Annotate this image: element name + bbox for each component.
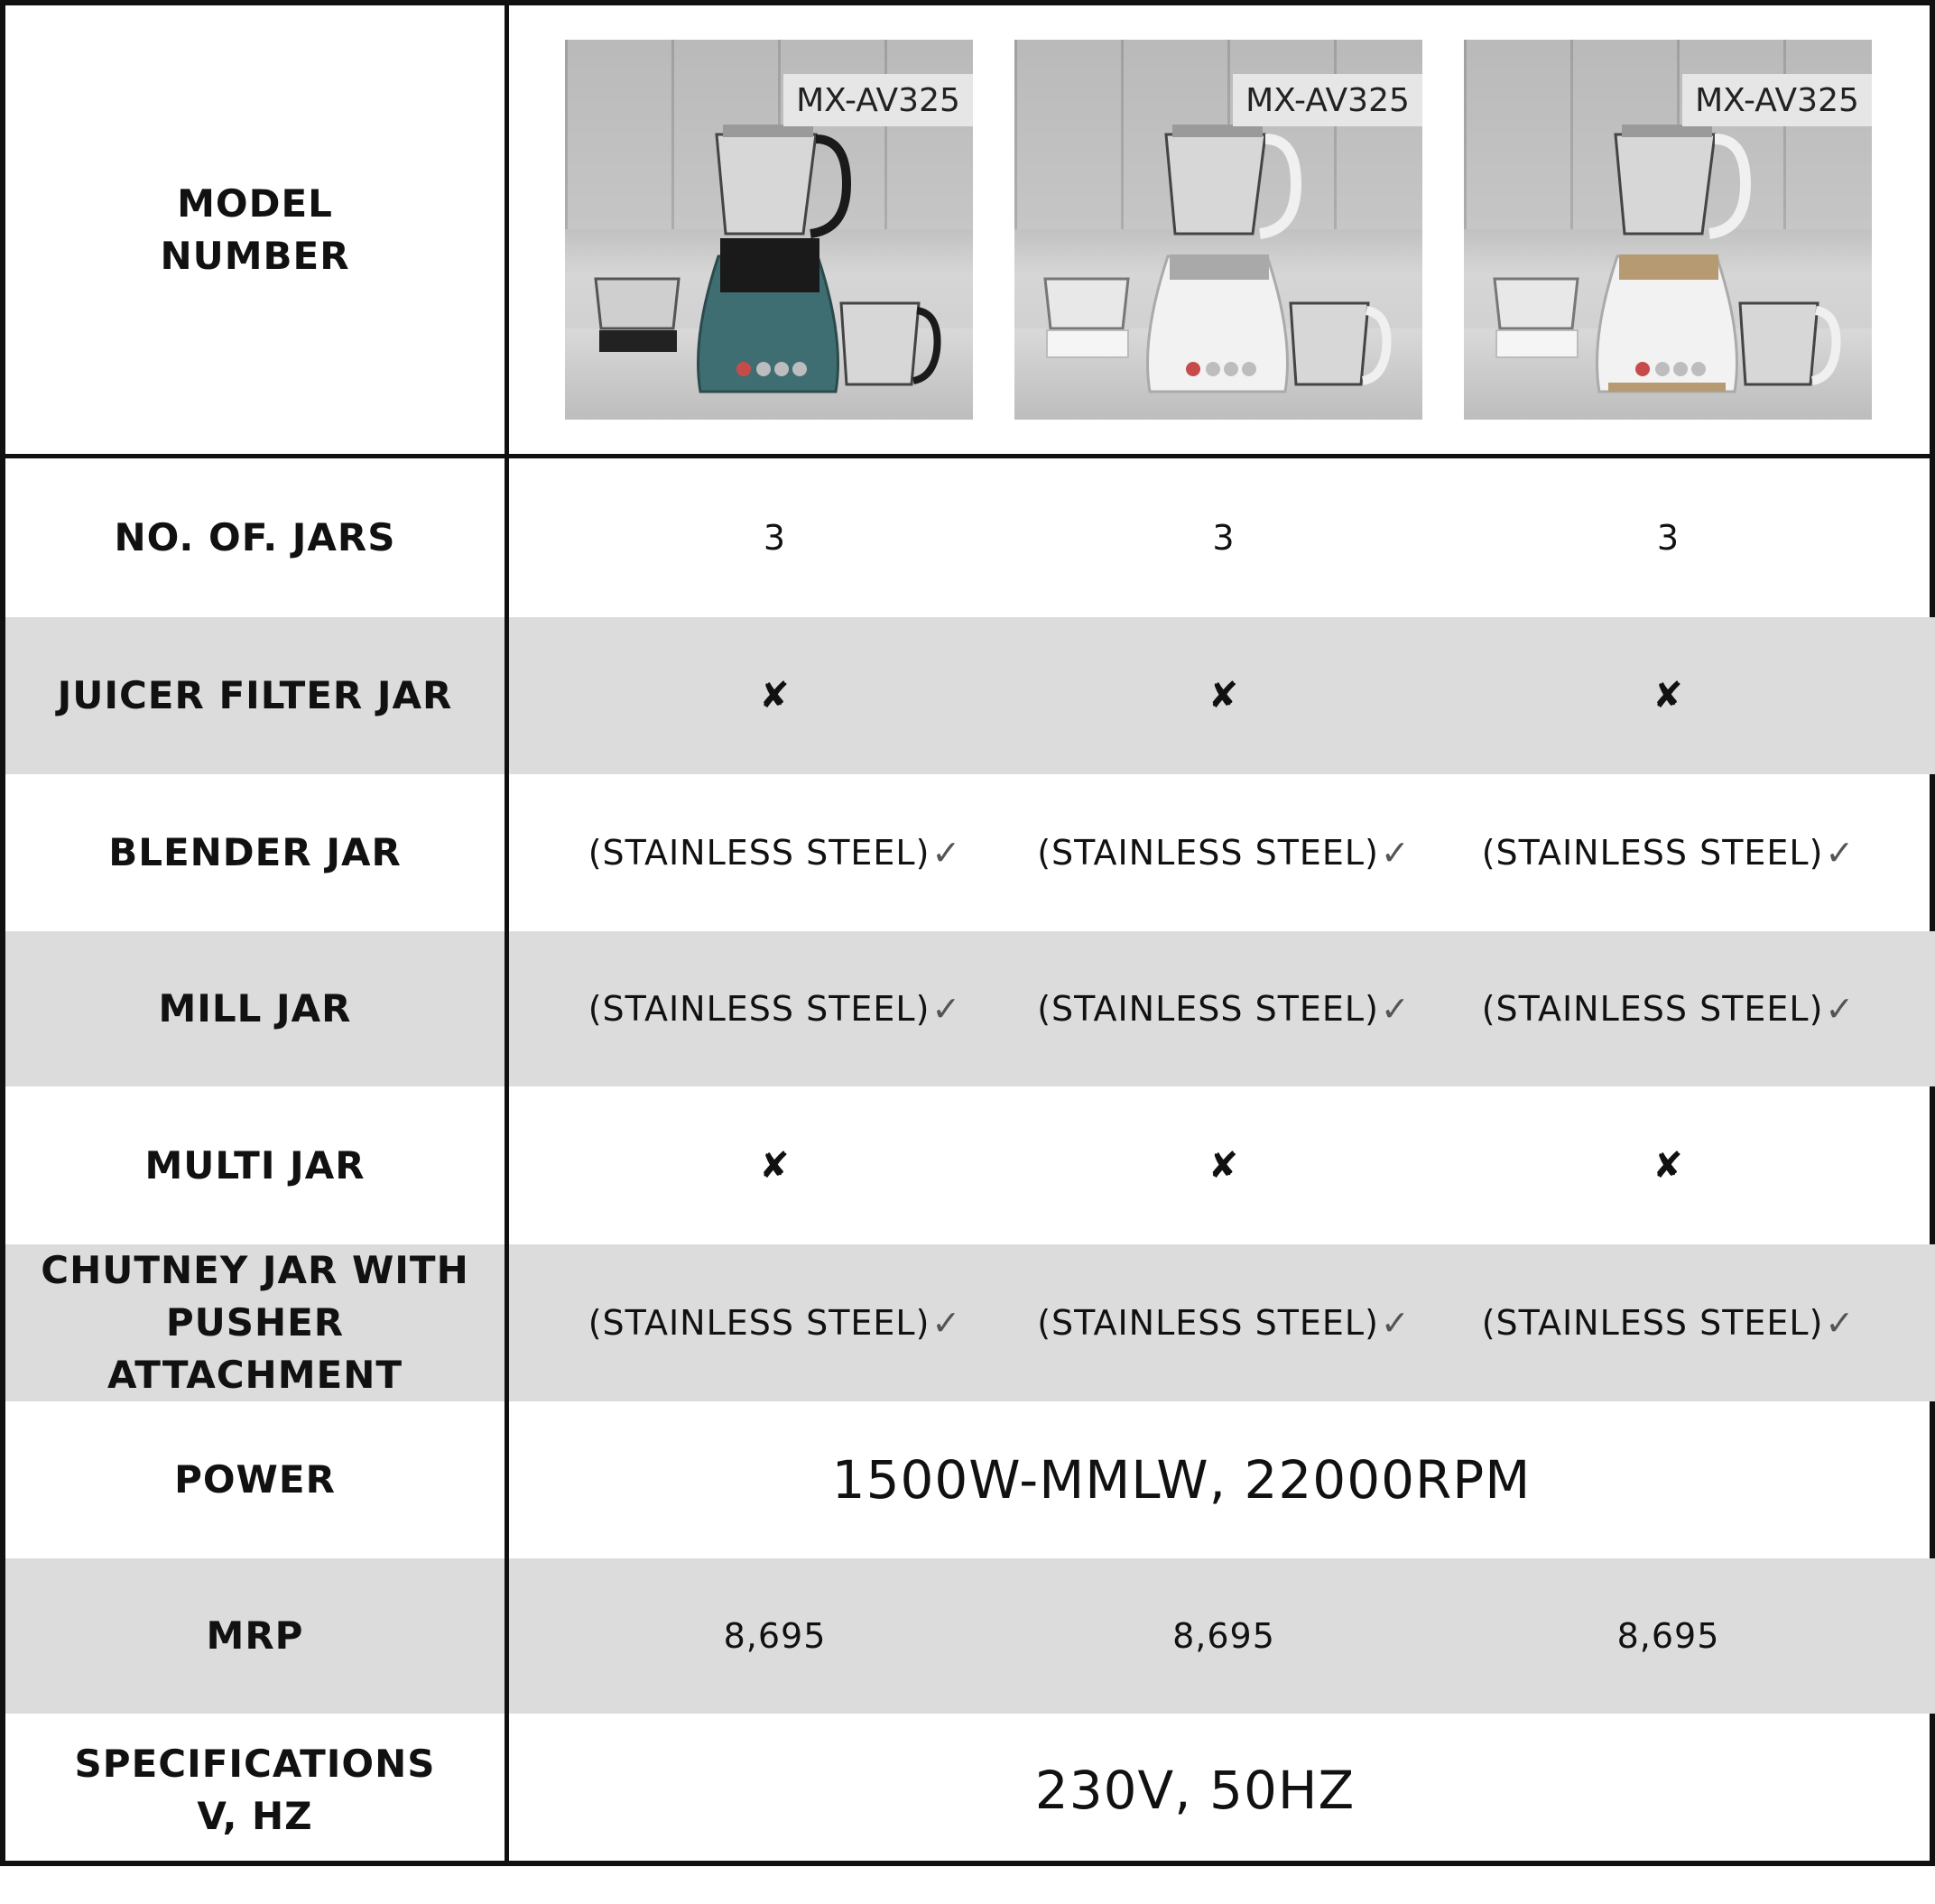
cell-value xyxy=(1445,1244,1892,1401)
price-value: 8,695 xyxy=(723,1616,827,1656)
price-value: 8,695 xyxy=(1616,1616,1720,1656)
cell-value xyxy=(1445,774,1892,931)
cell-value xyxy=(1003,774,1445,931)
cross-icon: ✘ xyxy=(1653,1144,1684,1187)
table-row xyxy=(5,1244,1935,1401)
check-icon: ✓ xyxy=(1825,833,1856,873)
check-icon: ✓ xyxy=(1380,833,1411,873)
cell-value xyxy=(1003,931,1445,1086)
material-text: (STAINLESS STEEL) xyxy=(1481,1303,1824,1343)
power-value: 1500W-MMLW, 22000RPM xyxy=(831,1449,1532,1511)
cross-icon: ✘ xyxy=(759,675,791,716)
row-label: POWER xyxy=(174,1457,336,1502)
cell-value xyxy=(547,931,1003,1086)
cross-icon: ✘ xyxy=(1653,675,1684,716)
material-text: (STAINLESS STEEL) xyxy=(1481,833,1824,873)
cell-value: 3 xyxy=(763,518,787,558)
table-row xyxy=(5,1401,1935,1558)
table-row xyxy=(5,1714,1935,1866)
row-label: MILL JAR xyxy=(158,986,352,1031)
material-text: (STAINLESS STEEL) xyxy=(588,989,930,1029)
check-icon: ✓ xyxy=(1825,1303,1856,1343)
cell-value xyxy=(1003,1244,1445,1401)
row-label: CHUTNEY JAR WITH PUSHER ATTACHMENT xyxy=(41,1248,469,1397)
model-badge: MX-AV325 xyxy=(1233,74,1422,126)
product-image-3 xyxy=(1464,40,1872,420)
header-row xyxy=(5,5,1935,454)
specifications-value: 230V, 50HZ xyxy=(1034,1759,1356,1821)
material-text: (STAINLESS STEEL) xyxy=(588,833,930,873)
column-divider xyxy=(505,5,509,1866)
table-row xyxy=(5,931,1935,1086)
check-icon: ✓ xyxy=(1825,989,1856,1029)
table-row xyxy=(5,617,1935,774)
cross-icon: ✘ xyxy=(1208,1144,1240,1187)
check-icon: ✓ xyxy=(931,989,962,1029)
cell-value xyxy=(547,774,1003,931)
material-text: (STAINLESS STEEL) xyxy=(1037,989,1379,1029)
product-image-1 xyxy=(565,40,973,420)
row-label: JUICER FILTER JAR xyxy=(57,673,453,717)
row-label: SPECIFICATIONS V, HZ xyxy=(74,1741,436,1838)
price-value: 8,695 xyxy=(1172,1616,1275,1656)
header-label: MODEL NUMBER xyxy=(160,180,350,278)
header-divider xyxy=(5,454,1935,458)
row-label: MULTI JAR xyxy=(144,1142,366,1188)
model-badge: MX-AV325 xyxy=(1682,74,1872,126)
cell-value: 3 xyxy=(1656,518,1680,558)
table-row xyxy=(5,1086,1935,1244)
row-label: NO. OF. JARS xyxy=(114,515,396,559)
cross-icon: ✘ xyxy=(759,1144,791,1187)
check-icon: ✓ xyxy=(931,833,962,873)
cross-icon: ✘ xyxy=(1208,675,1240,716)
table-row xyxy=(5,458,1935,617)
cell-value xyxy=(547,1244,1003,1401)
product-image-2 xyxy=(1014,40,1422,420)
row-label: BLENDER JAR xyxy=(108,830,402,874)
material-text: (STAINLESS STEEL) xyxy=(1481,989,1824,1029)
check-icon: ✓ xyxy=(1380,989,1411,1029)
check-icon: ✓ xyxy=(931,1303,962,1343)
table-row xyxy=(5,774,1935,931)
model-badge: MX-AV325 xyxy=(783,74,973,126)
cell-value xyxy=(1445,931,1892,1086)
check-icon: ✓ xyxy=(1380,1303,1411,1343)
table-row xyxy=(5,1558,1935,1714)
material-text: (STAINLESS STEEL) xyxy=(1037,1303,1379,1343)
cell-value: 3 xyxy=(1212,518,1236,558)
row-label: MRP xyxy=(206,1613,304,1658)
material-text: (STAINLESS STEEL) xyxy=(588,1303,930,1343)
material-text: (STAINLESS STEEL) xyxy=(1037,833,1379,873)
